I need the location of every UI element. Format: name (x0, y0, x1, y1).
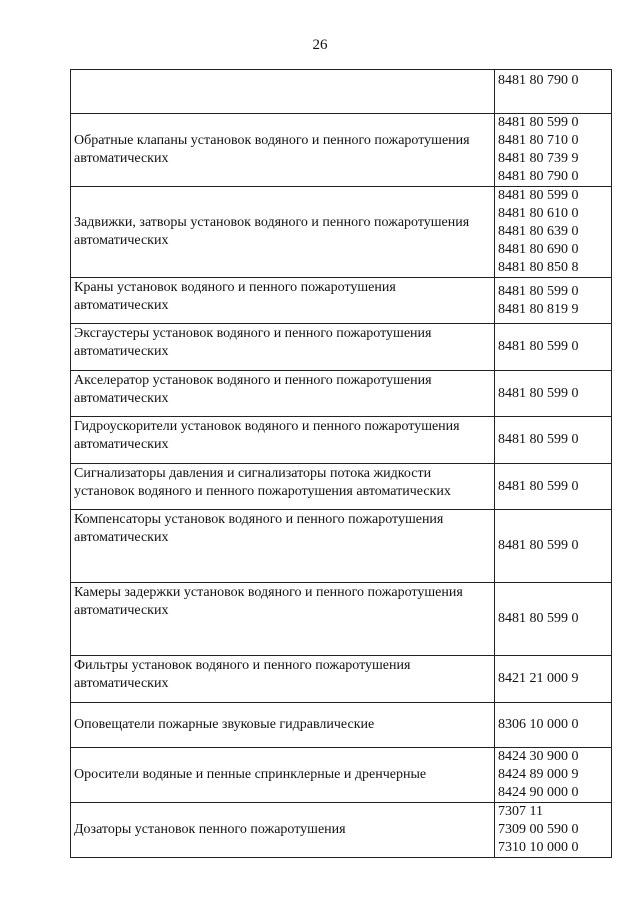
product-description: Оросители водяные и пенные спринклерные и дренчерные (71, 748, 495, 803)
table-row (71, 371, 612, 417)
tnved-code: 8424 89 000 9 (498, 767, 579, 782)
product-description: Оповещатели пожарные звуковые гидравлические (71, 703, 495, 748)
product-description: Сигнализаторы давления и сигнализаторы потока жидкости установок водяного и пенного пожаротушения автоматических (71, 464, 495, 510)
tnved-codes (495, 114, 612, 187)
tnved-code: 8481 80 790 0 (498, 169, 579, 184)
tnved-code: 7307 11 (498, 804, 543, 819)
tnved-code: 8481 80 819 9 (498, 301, 579, 317)
tnved-code: 7309 00 590 0 (498, 822, 579, 837)
tnved-code: 8481 80 790 0 (498, 73, 579, 88)
tnved-codes (495, 656, 612, 703)
table-row (71, 656, 612, 703)
product-description: Фильтры установок водяного и пенного пожаротушения автоматических (71, 656, 495, 703)
tnved-code: 8481 80 599 0 (498, 478, 579, 494)
product-description: Задвижки, затворы установок водяного и пенного пожаротушения автоматических (71, 187, 495, 278)
table-row (71, 278, 612, 324)
tnved-codes (495, 748, 612, 803)
tnved-code: 8421 21 000 9 (498, 671, 579, 686)
table-row (71, 187, 612, 278)
tnved-codes (495, 70, 612, 114)
tnved-codes (495, 371, 612, 417)
tnved-code: 8424 90 000 0 (498, 785, 579, 800)
page-number: 26 (312, 37, 328, 53)
tnved-codes (495, 278, 612, 324)
table-row (71, 510, 612, 583)
table-row (71, 803, 612, 858)
product-description: Краны установок водяного и пенного пожаротушения автоматических (71, 278, 495, 324)
table-row (71, 464, 612, 510)
tnved-code: 8481 80 639 0 (498, 224, 579, 239)
product-description: Обратные клапаны установок водяного и пенного пожаротушения автоматических (71, 114, 495, 187)
tnved-codes (495, 803, 612, 858)
tnved-code: 8481 80 710 0 (498, 133, 579, 148)
tnved-code: 8481 80 599 0 (498, 538, 579, 553)
tnved-code: 8481 80 599 0 (498, 339, 579, 354)
tnved-code: 8481 80 599 0 (498, 611, 579, 626)
tnved-code: 8481 80 599 0 (498, 385, 579, 401)
tnved-codes (495, 417, 612, 464)
product-description: Камеры задержки установок водяного и пенного пожаротушения автоматических (71, 583, 495, 656)
table-row (71, 70, 612, 114)
tnved-code: 8481 80 610 0 (498, 206, 579, 221)
table-row (71, 703, 612, 748)
tnved-code: 8481 80 599 0 (498, 283, 579, 299)
product-description: Эксгаустеры установок водяного и пенного пожаротушения автоматических (71, 324, 495, 371)
tnved-code: 8481 80 850 8 (498, 260, 579, 275)
table-body (71, 70, 612, 858)
tnved-codes-table (70, 69, 612, 858)
product-description (71, 70, 495, 114)
product-description: Гидроускорители установок водяного и пенного пожаротушения автоматических (71, 417, 495, 464)
table-row (71, 114, 612, 187)
tnved-codes (495, 187, 612, 278)
tnved-code: 8481 80 599 0 (498, 188, 579, 203)
tnved-code: 7310 10 000 0 (498, 840, 579, 855)
table-row (71, 748, 612, 803)
tnved-code: 8481 80 599 0 (498, 432, 579, 447)
tnved-codes (495, 324, 612, 371)
table-row (71, 324, 612, 371)
product-description: Акселератор установок водяного и пенного пожаротушения автоматических (71, 371, 495, 417)
tnved-code: 8481 80 690 0 (498, 242, 579, 257)
tnved-codes (495, 510, 612, 583)
tnved-code: 8481 80 599 0 (498, 115, 579, 130)
tnved-code: 8306 10 000 0 (498, 717, 579, 732)
tnved-codes (495, 583, 612, 656)
table-row (71, 417, 612, 464)
tnved-codes (495, 703, 612, 748)
tnved-codes (495, 464, 612, 510)
table-row (71, 583, 612, 656)
product-description: Дозаторы установок пенного пожаротушения (71, 803, 495, 858)
tnved-code: 8424 30 900 0 (498, 749, 579, 764)
tnved-code: 8481 80 739 9 (498, 151, 579, 166)
product-description: Компенсаторы установок водяного и пенного пожаротушения автоматических (71, 510, 495, 583)
